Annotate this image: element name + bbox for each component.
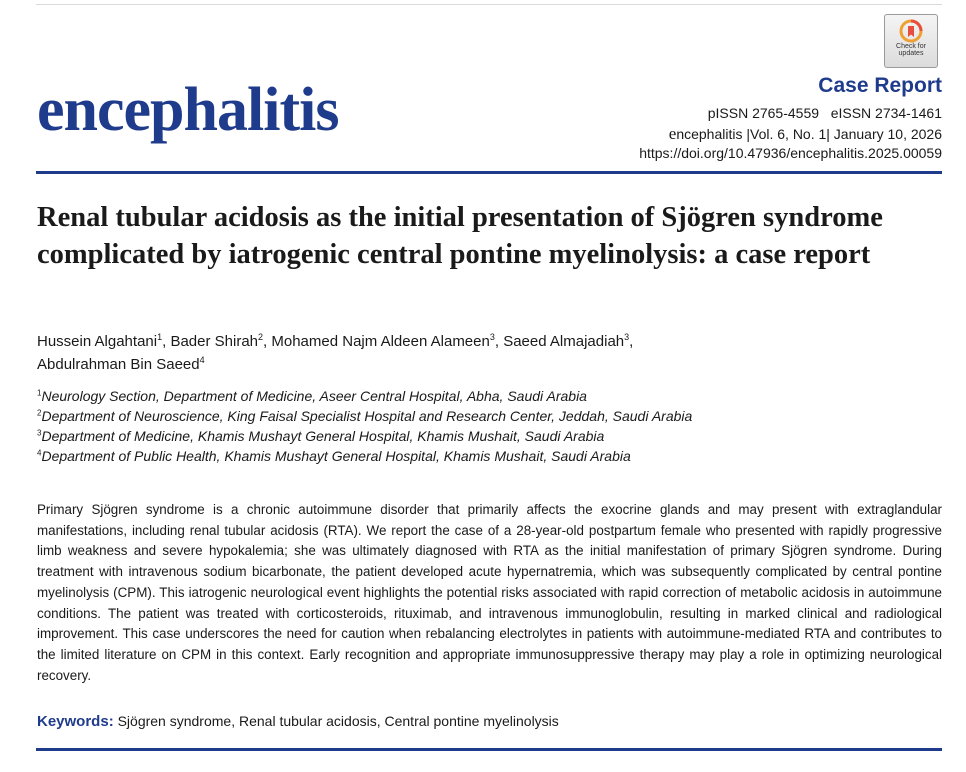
affiliation: $^1$Neurology Section, Department of Medicine, Aseer Central Hospital, Abha, Saudi Arabia: [37, 388, 587, 404]
issn-line: pISSN 2765-4559 eISSN 2734-1461: [707, 105, 942, 121]
affiliation-list: [37, 386, 692, 466]
logo-initial: e: [37, 76, 64, 144]
affiliation: $^3$Department of Medicine, Khamis Mushayt General Hospital, Khamis Mushait, Saudi Arabia: [37, 428, 605, 444]
check-updates-icon: [899, 19, 923, 43]
keywords-text: Sjögren syndrome, Renal tubular acidosis, Central pontine myelinolysis: [117, 713, 559, 729]
keywords: [37, 713, 559, 730]
doi-link[interactable]: https://doi.org/10.47936/encephalitis.2025.00059: [639, 145, 942, 161]
logo-text: ncephalitis: [63, 76, 339, 144]
journal-logo: [37, 70, 338, 150]
journal-issue-line: [639, 124, 942, 145]
check-for-updates-badge[interactable]: [884, 14, 938, 68]
author[interactable]: Hussein Algahtani$^1$: [37, 332, 163, 350]
journal-issue-text: ncephalitis |Vol. 6, No. 1| January 10, 2026: [676, 125, 942, 142]
article-title: Renal tubular acidosis as the initial presentation of Sjögren syndrome complicated by iatrogenic central pontine myelinolysis: a case report: [37, 202, 883, 270]
header-rule: [36, 171, 942, 174]
affiliation: $^4$Department of Public Health, Khamis Mushayt General Hospital, Khamis Mushait, Saudi Arabia: [37, 448, 631, 464]
author[interactable]: Abdulrahman Bin Saeed$^4$: [37, 355, 205, 373]
keywords-label: Keywords:: [37, 713, 114, 730]
author[interactable]: Mohamed Najm Aldeen Alameen$^3$: [271, 332, 495, 350]
journal-mini-initial: e: [668, 123, 677, 143]
author[interactable]: Saeed Almajadiah$^3$: [503, 332, 630, 350]
journal-meta: [639, 104, 942, 164]
author-list: Hussein Algahtani$^1$, Bader Shirah$^2$, Mohamed Najm Aldeen Alameen$^3$, Saeed Almajadiah$^3$, Abdulrahman Bin Saeed$^4$: [37, 332, 634, 373]
abstract: Primary Sjögren syndrome is a chronic autoimmune disorder that primarily affects the exocrine glands and may present with extraglandular manifestations, including renal tubular acidosis (RTA). We report the case of a 28-year-old postpartum female who presented with rapidly progressive limb weakness and severe hypokalemia; she was ultimately diagnosed with RTA as the initial manifestation of primary Sjögren syndrome. During treatment with intravenous sodium bicarbonate, the patient developed acute hypernatremia, which was subsequently complicated by central pontine myelinolysis (CPM). This iatrogenic neurological event highlights the potential risks associated with rapid correction of metabolic acidosis in autoimmune conditions. The patient was treated with corticosteroids, rituximab, and intravenous immunoglobulin, resulting in marked clinical and radiological improvement. This case underscores the need for caution when rebalancing electrolytes in patients with autoimmune-mediated RTA and contributes to the limited literature on CPM in this context. Early recognition and appropriate immunosuppressive therapy may play a role in optimizing neurological recovery.: [37, 502, 942, 683]
affiliation: $^2$Department of Neuroscience, King Faisal Specialist Hospital and Research Center, Jeddah, Saudi Arabia: [37, 408, 693, 424]
badge-line-2: updates: [898, 50, 924, 57]
top-divider: [36, 4, 942, 5]
footer-rule: [36, 748, 942, 751]
article-type: Case Report: [818, 74, 942, 97]
author[interactable]: Bader Shirah$^2$: [170, 332, 264, 350]
badge-line-1: Check for: [896, 43, 926, 50]
